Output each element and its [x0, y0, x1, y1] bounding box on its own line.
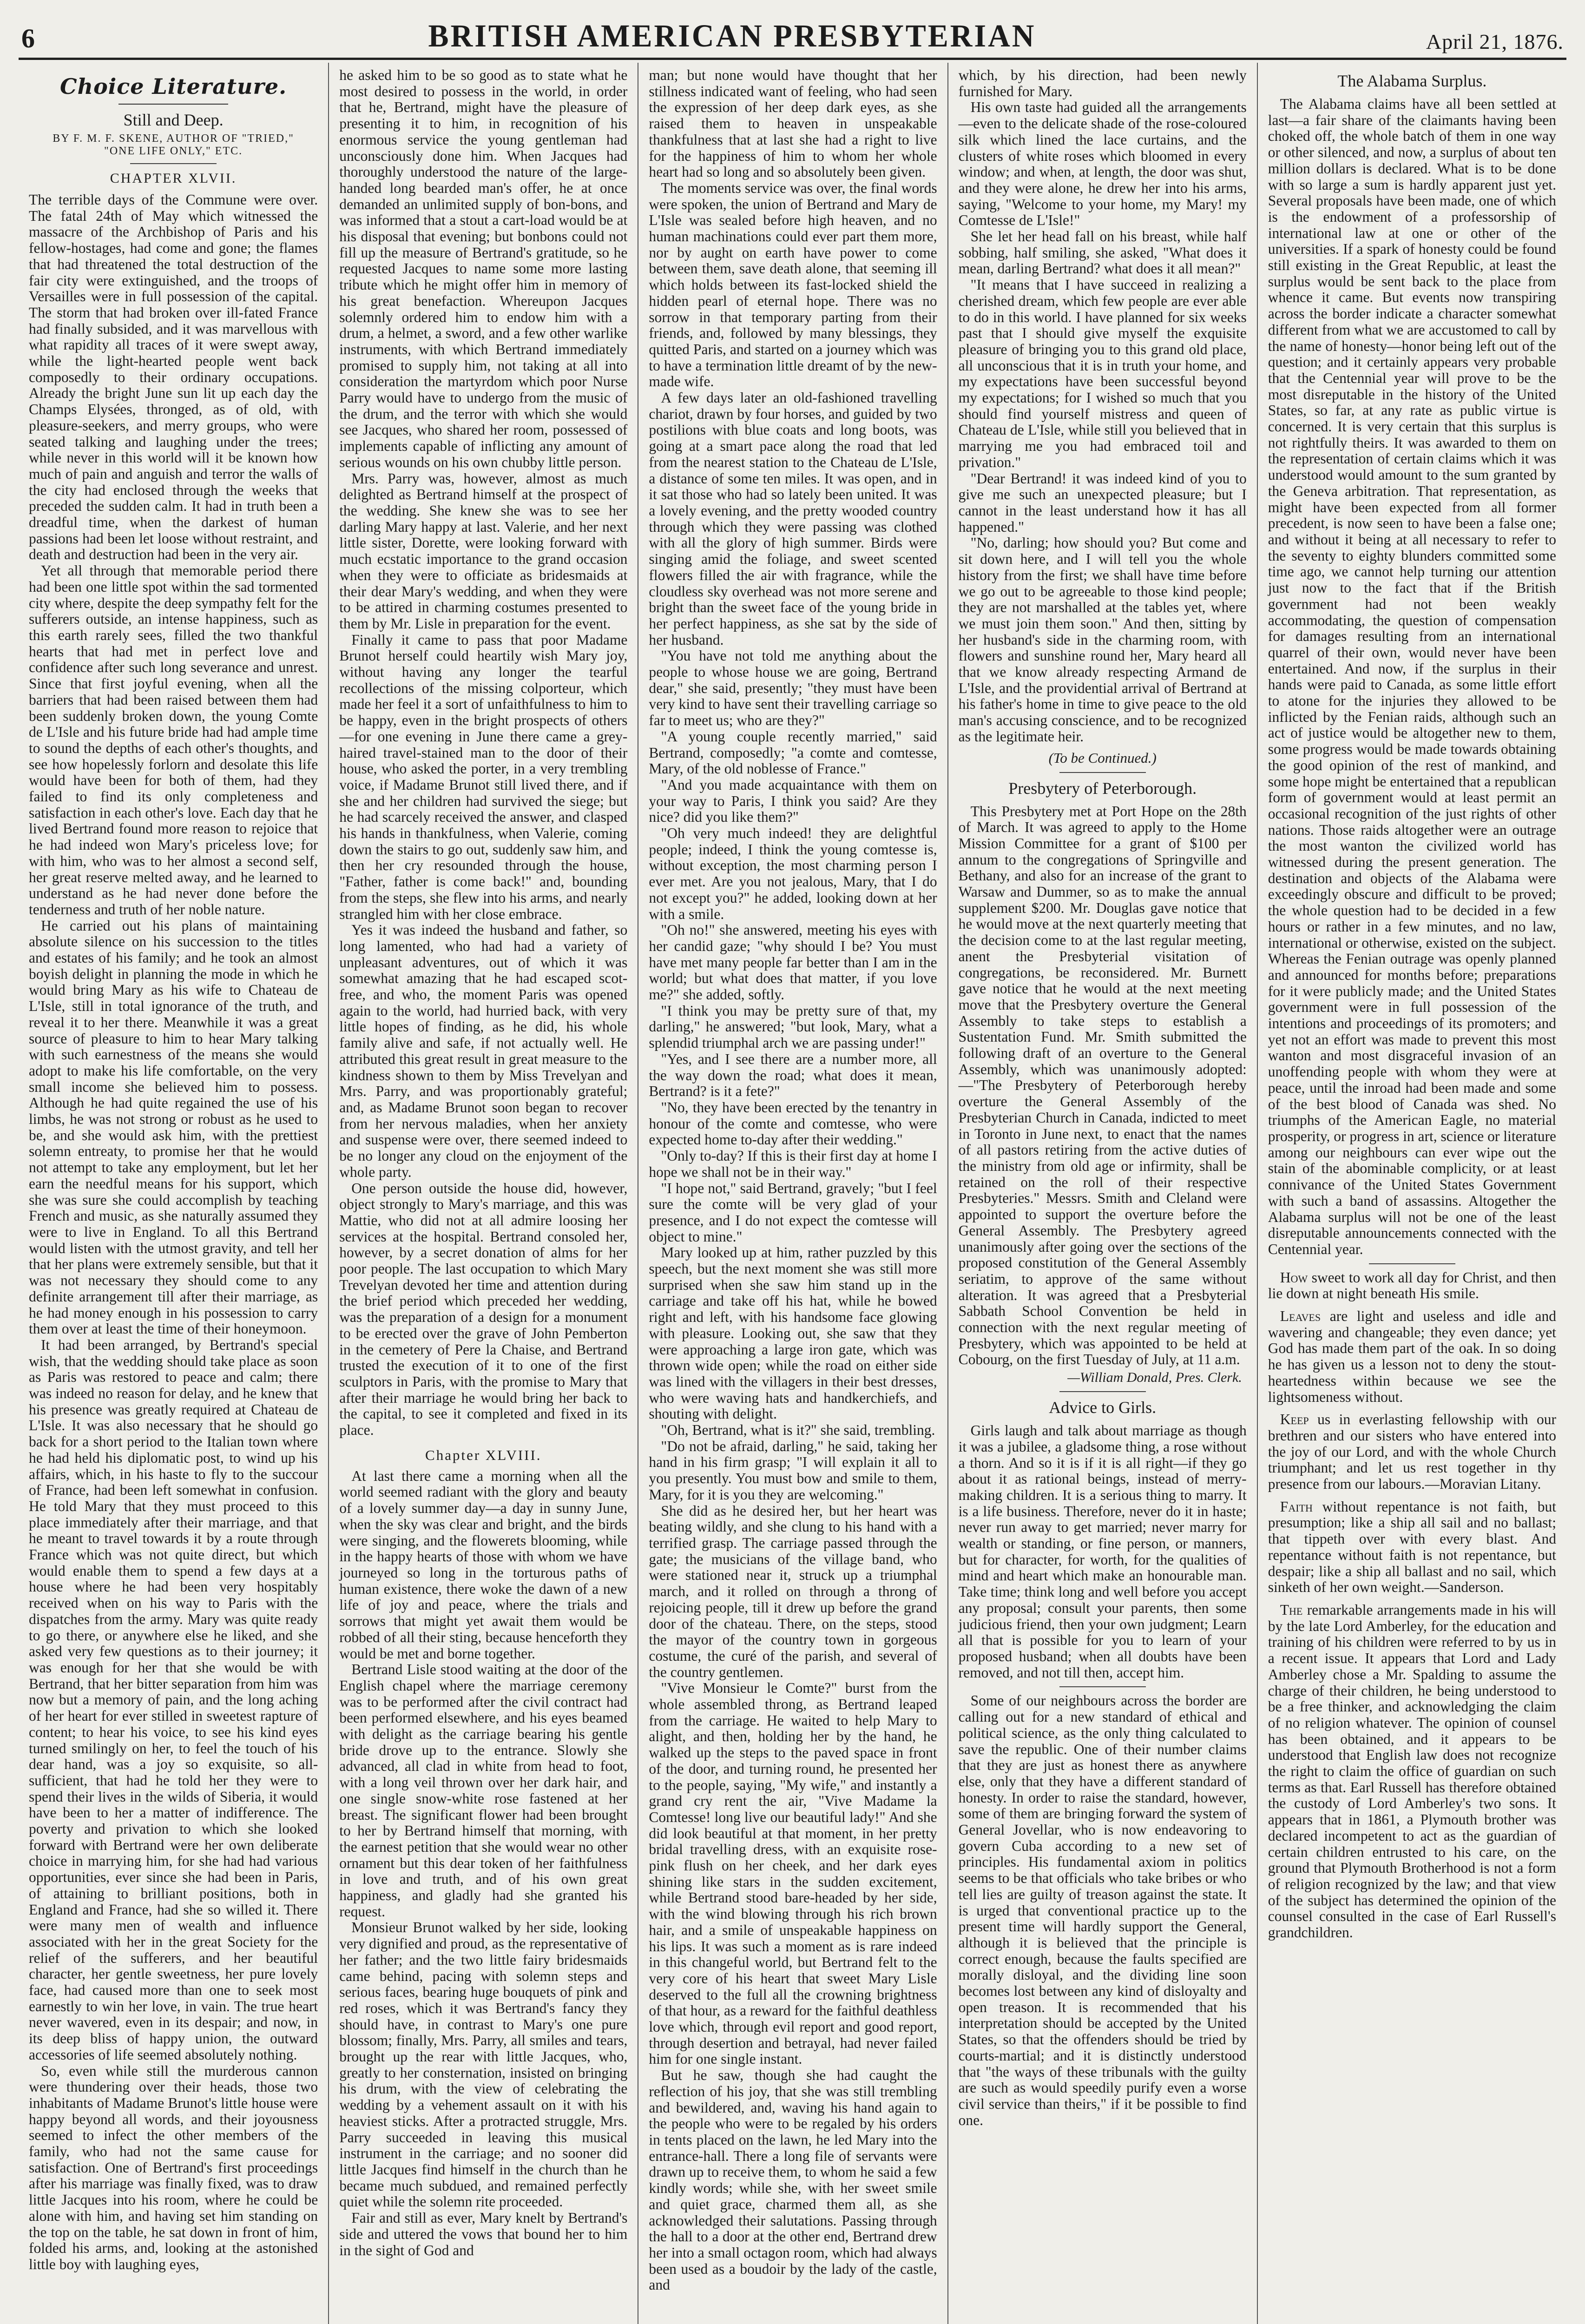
paragraph: "No, they have been erected by the tenantry in honour of the comte and comtesse, who were expected home to-day after their wedding."	[649, 1099, 937, 1148]
paragraph: "I think you may be pretty sure of that, my darling," he answered; "but look, Mary, what a splendid triumphal arch we are passing under!"	[649, 1002, 937, 1051]
paragraph: man; but none would have thought that her stillness indicated want of feeling, who had seen the expression of her deep dark eyes, as she raised them to heaven in unspeakable thankfulness that at last she had a right to live for the happiness of him to whom her whole heart had so long and so absolutely been given.	[649, 67, 937, 180]
clerk-signature: —William Donald, Pres. Clerk.	[1067, 1370, 1242, 1386]
paragraph: "Oh no!" she answered, meeting his eyes with her candid gaze; "why should I be? You must have met many people far better than I am in the world; but what does that matter, if you love me?" she added, softly.	[649, 922, 937, 1003]
paragraph: Monsieur Brunot walked by her side, looking very dignified and proud, as the representative of her father; and the two little fairy bridesmaids came behind, pacing with solemn steps and serious faces, bearing huge bouquets of pink and red roses, which it was Bertrand's fancy they should have, in contrast to Mary's one pure blossom; finally, Mrs. Parry, all smiles and tears, brought up the rear with little Jacques, who, greatly to her consternation, insisted on bringing his drum, with the view of celebrating the wedding by a vehement assault on it with his heaviest sticks. After a protracted struggle, Mrs. Parry succeeded in leaving this musical instrument in the carriage; and no sooner did little Jacques find himself in the church than he became much subdued, and remained perfectly quiet while the solemn rite proceeded.	[339, 1919, 628, 2210]
paragraph: She let her head fall on his breast, while half sobbing, half smiling, she asked, "What does it mean, darling Bertrand? what does it all mean?"	[958, 228, 1247, 277]
to-be-continued: (To be Continued.)	[1048, 749, 1157, 766]
paragraph: "No, darling; how should you? But come and sit down here, and I will tell you the whole history from the first; we shall have time before we go out to be agreeable to those kind people; they are not marshalled at the tables yet, where we must join them soon." And then, sitting by her husband's side in the charming room, with flowers and sunshine round her, Mary heard all that we know already respecting Armand de L'Isle, and the providential arrival of Bertrand at his father's home in time to give peace to the old man's accusing conscience, and to be recognized as the legitimate heir.	[958, 535, 1247, 745]
column-1	[19, 63, 328, 2324]
paragraph: "Do not be afraid, darling," he said, taking her hand in his firm grasp; "I will explain it all to you presently. You must bow and smile to them, Mary, for it is you they are welcoming."	[649, 1438, 937, 1503]
serial-title: Still and Deep.	[123, 111, 224, 129]
paragraph: "Dear Bertrand! it was indeed kind of you to give me such an unexpected pleasure; but I cannot in the least understand how it has all happened."	[958, 470, 1247, 535]
serial-body-1	[29, 192, 318, 2273]
paragraph: which, by his direction, had been newly furnished for Mary.	[958, 67, 1247, 99]
filler-paragraph	[1268, 1412, 1556, 1492]
paragraph: "Oh, Bertrand, what is it?" she said, trembling.	[661, 1422, 935, 1439]
serial-body-3	[649, 67, 937, 2293]
paragraph: It had been arranged, by Bertrand's special wish, that the wedding should take place as soon as Paris was restored to peace and calm; there was indeed no reason for delay, and he knew that his presence was greatly required at Chateau de L'Isle. It was also necessary that he should go back for a short period to the Italian town where he had held his diplomatic post, to wind up his affairs, which, in his haste to fly to the succour of France, had been left somewhat in confusion. He told Mary that they must proceed to this place immediately after their marriage, and that he meant to travel towards it by a route through France which was not quite direct, but which would enable them to spend a few days at a house where he had been very hospitably received when on his way to Paris with the dispatches from the army. Mary was quite ready to go there, or anywhere else he liked, and she asked very few questions as to their journey; it was enough for her that she would be with Bertrand, that her bitter separation from him was now but a memory of pain, and the long aching of her heart for ever stilled in sweetest rapture of content; to hear his voice, to see his kind eyes turned smilingly on her, to feel the touch of his dear hand, was a joy so exquisite, so all-sufficient, that had he told her they were to spend their lives in the wilds of Siberia, it would have been to her a matter of indifference. The poverty and privation to which she looked forward with Bertrand were her own deliberate choice in marrying him, for she had had various opportunities, ever since she had been in Paris, of attaining to brilliant positions, both in England and France, had she so willed it. There were many men of wealth and influence associated with her in the great Society for the relief of the sufferers, and her beautiful character, her gentle sweetness, her pure lovely face, had caused more than one to seek most earnestly to win her love, in vain. The true heart never wavered, even in its despair; and now, in its deep bliss of happy union, the outward accessories of life seemed absolutely nothing.	[29, 1336, 318, 2063]
paragraph: Mary looked up at him, rather puzzled by this speech, but the next moment she was still more surprised when she saw him stand up in the carriage and take off his hat, while he bowed right and left, with his handsome face glowing with pleasure. Looking out, she saw that they were approaching a large iron gate, which was thrown wide open; while the road on either side was lined with the villagers in their best dresses, who were waving hats and handkerchiefs, and shouting with delight.	[649, 1244, 937, 1422]
filler-paragraph	[1268, 1270, 1556, 1302]
paragraph: "I hope not," said Bertrand, gravely; "but I feel sure the comte will be very glad of your presence, and I do not expect the comtesse will object to mine."	[649, 1180, 937, 1245]
paragraph: So, even while still the murderous cannon were thundering over their heads, those two inhabitants of Madame Brunot's little house were happy beyond all words, and their joyousness seemed to infect the other members of the family, who had not the same cause for satisfaction. One of Bertrand's first proceedings after his marriage was finally fixed, was to draw little Jacques into his room, where he could be alone with him, and having set him standing on the top on the table, he sat down in front of him, folded his arms, and, looking at the astonished little boy with laughing eyes,	[29, 2062, 318, 2272]
filler-text: sweet to work all day for Christ, and then lie down at night beneath His smile.	[1268, 1269, 1557, 1302]
filler-paragraph	[1268, 1602, 1556, 1941]
paragraph: "Vive Monsieur le Comte?" burst from the whole assembled throng, as Bertrand leaped from the carriage. He waited to help Mary to alight, and then, holding her by the hand, he walked up the steps to the paved space in front of the door, and turning round, he presented her to the people, saying, "My wife," and instantly a grand cry rent the air, "Vive Madame la Comtesse! long live our beautiful lady!" And she did look beautiful at that moment, in her pretty bridal travelling dress, with an exquisite rose-pink flush on her cheek, and her dark eyes shining like stars in the sudden excitement, while Bertrand stood bare-headed by her side, with the wind blowing through his rich brown hair, and a smile of unspeakable happiness on his lips. It was such a moment as is rare indeed in this changeful world, but Bertrand felt to the very core of his heart that sweet Mary Lisle deserved to the full all the crowning brightness of that hour, as a reward for the faithful deathless love which, through evil report and good report, through desertion and betrayal, had never failed him for one single instant.	[649, 1680, 937, 2067]
paragraph: Mrs. Parry was, however, almost as much delighted as Bertrand himself at the prospect of the wedding. She knew she was to see her darling Mary happy at last. Valerie, and her next little sister, Dorette, were looking forward with much ecstatic importance to the grand occasion when they were to officiate as bridesmaids at their dear Mary's wedding, and when they were to be attired in charming costumes presented to them by Mr. Lisle in preparation for the event.	[339, 470, 628, 632]
paragraph: "Only to-day? If this is their first day at home I hope we shall not be in their way."	[649, 1148, 937, 1180]
divider	[130, 163, 217, 164]
paper-title: BRITISH AMERICAN PRESBYTERIAN	[428, 18, 1036, 54]
peterborough-heading: Presbytery of Peterborough.	[1008, 779, 1197, 798]
paragraph: The terrible days of the Commune were over. The fatal 24th of May which witnessed the massacre of the Archbishop of Paris and his fellow-hostages, had come and gone; the flames that had threatened the total destruction of the fair city were extinguished, and the troops of Versailles were in full possession of the capital. The storm that had broken over ill-fated France had finally subsided, and it was marvellous with what rapidity all traces of it were swept away, while the light-hearted people went back composedly to their ordinary occupations. Already the bright June sun lit up each day the Champs Elysées, thronged, as of old, with pleasure-seekers, and merry groups, who were seated talking and laughing under the trees; while never in this world will it be known how much of pain and anguish and terror the walls of the city had enclosed through the weeks that preceded the sudden calm. It had in truth been a dreadful time, when the darkest of human passions had been let loose without restraint, and death and destruction had been in the very air.	[29, 191, 318, 563]
advice-body	[959, 1423, 1247, 1681]
paragraph: he asked him to be so good as to state what he most desired to possess in the world, in order that he, Bertrand, might have the pleasure of presenting it to him, in recognition of his enormous service the young gentleman had unconsciously done him. When Jacques had thoroughly understood the nature of the large-handed long bearded man's offer, he at once demanded an unlimited supply of bon-bons, and was informed that a stout a cart-load would be at his disposal that evening; but bonbons could not fill up the measure of Bertrand's gratitude, so he requested Jacques to name some more lasting tribute which he might offer him in memory of his great benefaction. Whereupon Jacques solemnly ordered him to endow him with a drum, a helmet, a sword, and a few other warlike instruments, with which Bertrand immediately promised to supply him, not taking at all into consideration the martyrdom which poor Nurse Parry would have to undergo from the music of the drum, and the terror with which she would see Jacques, who shared her room, possessed of implements capable of inflicting any amount of serious wounds on his own chubby little person.	[339, 67, 628, 470]
paragraph: Fair and still as ever, Mary knelt by Bertrand's side and uttered the vows that bound her to him in the sight of God and	[339, 2210, 628, 2258]
advice-heading: Advice to Girls.	[1049, 1398, 1157, 1417]
paragraph: The Alabama claims have all been settled at last—a fair share of the claimants having been choked off, the whole batch of them in one way or other silenced, and now, a surplus of about ten million dollars is declared. What is to be done with so large a sum is hardly apparent just yet. Several proposals have been made, one of which is the endowment of a professorship of international law at one or other of the universities. If a spark of honesty could be found still existing in the Great Republic, at least the surplus would be sent back to the place from whence it came. But events now transpiring across the border indicate a character somewhat different from what we are accustomed to call by the name of honesty—honor being left out of the question; and it certainly appears very probable that the Centennial year will prove to be the most disreputable in the history of the United States, so far, at any rate as public virtue is concerned. It is very certain that this surplus is not rightfully theirs. It was awarded to them on the representation of certain claims which it was understood would amount to the sum granted by the Geneva arbitration. That representation, as might have been expected from all former precedent, is now seen to have been a false one; and without it being at all necessary to refer to the seventy to eighty blunders committed some time ago, we cannot help turning our attention just now to the fact that if the British government had not been weakly accommodating, the question of compensation for damages resulting from an international quarrel of their own, would never have been entertained. And now, if the surplus in their hands were paid to Canada, as some little effort to atone for the injuries they allowed to be inflicted by the Fenian raids, although such an act of justice would be altogether new to them, some progress would be made towards obtaining the good opinion of the rest of mankind, and some hope might be entertained that a republican form of government would at least permit an occasional recognition of the just rights of other nations. Those raids altogether were an outrage the most wanton the civilized world has witnessed during the present generation. The destination and objects of the Alabama were exceedingly obscure and difficult to be proved; the whole question had to be decided in a few hours or rather in a few minutes, and no law, international or otherwise, existed on the subject. Whereas the Fenian outrage was openly planned and announced for months before; preparations for it were publicly made; and the United States government were in full possession of the intentions and proceedings of its promoters; and yet not an effort was made to prevent this most wanton and most disgraceful invasion of an unoffending people with whom they were at peace, until the inroad had been made and some of the best blood of Canada was shed. No triumphs of the American Eagle, no material prosperity, or progress in art, science or literature among our neighbours can ever wipe out the stain of the abominable complicity, or at least connivance of the United States Government with such a band of assassins. Altogether the Alabama surplus will not be one of the least disreputable announcements connected with the Centennial year.	[1268, 96, 1556, 1257]
lead-word: Keep	[1280, 1411, 1309, 1428]
paragraph: Girls laugh and talk about marriage as though it was a jubilee, a gladsome thing, a rose without a thorn. And so it is if it is all right—if they go about it as rational beings, instead of merry-making children. It is a serious thing to marry. It is a life business. Therefore, never do it in haste; never run away to get married; never marry for wealth or standing, or fine person, or manners, but for character, for worth, for the qualities of mind and heart which make an honourable man. Take time; think long and well before you accept any proposal; consult your parents, then some judicious friend, then your own judgment; Learn all that is possible for you to learn of your proposed husband; when all doubts have been removed, and not till then, accept him.	[958, 1422, 1247, 1681]
paragraph: "A young couple recently married," said Bertrand, composedly; "a comte and comtesse, Mary, of the old noblesse of France."	[649, 728, 937, 777]
serial-body-4	[959, 67, 1247, 745]
paragraph: His own taste had guided all the arrangements—even to the delicate shade of the rose-coloured silk which lined the lace curtains, and the clusters of white roses which bloomed in every window; and when, at length, the door was shut, and they were alone, he drew her into his arms, saying, "Welcome to your home, my Mary! my Comtesse de L'Isle!"	[958, 99, 1247, 229]
paragraph: "Oh very much indeed! they are delightful people; indeed, I think the young comtesse is, without exception, the most charming person I ever met. Are you not jealous, Mary, that I do not except you?" he added, looking down at her with a smile.	[649, 825, 937, 922]
lead-word: The	[1280, 1601, 1303, 1618]
divider	[1059, 772, 1146, 773]
paragraph: Some of our neighbours across the border are calling out for a new standard of ethical and political science, as the only thing calculated to save the republic. One of their number claims that they are just as honest there as anywhere else, only that they have a different standard of honesty. In order to raise the standard, however, some of them are bringing forward the system of General Jovellar, who is now endeavoring to govern Cuba according to a new set of principles. His fundamental axiom in politics seems to be that officials who take bribes or who tell lies are guilty of treason against the state. It is urged that conventional practice up to the present time will hardly support the General, although it is believed that the principle is correct enough, because the faults specified are morally disloyal, and the dividing line soon becomes lost between any kind of disloyalty and open treason. It is recommended that his interpretation should be accepted by the United States, so that the offenders should be tried by courts-martial; and it is distinctly understood that "the ways of these tribunals with the guilty are such as would speedily purify even a worse civil service than theirs," if it be possible to find one.	[958, 1692, 1247, 2128]
filler-text: without repentance is not faith, but presumption; like a ship all sail and no ballast; that tippeth over with every blast. And repentance without faith is not repentance, but despair; like a ship all ballast and no sail, which sinketh of her own weight.—Sanderson.	[1268, 1498, 1557, 1596]
column-2	[328, 63, 638, 2324]
paragraph: "Yes, and I see there are a number more, all the way down the road; what does it mean, Bertrand? is it a fete?"	[649, 1050, 937, 1100]
paragraph: At last there came a morning when all the world seemed radiant with the glory and beauty of a lovely summer day—a day in sunny June, when the sky was clear and bright, and the birds were singing, and the flowerets blooming, while in the happy hearts of those with whom we have journeyed so long in the torturous paths of human existence, there woke the dawn of a new life of joy and peace, where the trials and sorrows that might yet await them would be robbed of all their sting, because henceforth they would be met and borne together.	[339, 1467, 628, 1662]
divider	[1059, 1391, 1146, 1392]
divider	[1059, 1686, 1146, 1687]
paragraph: Bertrand Lisle stood waiting at the door of the English chapel where the marriage ceremony was to be performed after the civil contract had been performed elsewhere, and his eyes beamed with delight as the carriage bearing his gentle bride drove up to the entrance. Slowly she advanced, all clad in white from head to foot, with a long veil thrown over her dark hair, and one single snow-white rose fastened at her breast. The significant flower had been brought to her by Bertrand himself that morning, with the earnest petition that she would wear no other ornament but this dear token of her faithfulness in love and truth, and of his own great happiness, and gladly had she granted his request.	[339, 1661, 628, 1920]
paragraph: "And you made acquaintance with them on your way to Paris, I think you said? Are they nice? did you like them?"	[649, 776, 937, 825]
peterborough-body	[959, 804, 1247, 1368]
paragraph: "It means that I have succeed in realizing a cherished dream, which few people are ever able to do in this world. I have planned for six weeks past that I should give myself the exquisite pleasure of bringing you to this grand old place, all unconscious that it is in truth your home, and my expectations have been successful beyond my expectations; for I wished so much that you should find yourself mistress and queen of Chateau de L'Isle, while still you believed that in marrying me you had embraced toil and privation."	[958, 277, 1247, 470]
column-5	[1257, 63, 1566, 2324]
serial-body-2b	[339, 1468, 627, 2258]
lead-word: Faith	[1280, 1498, 1313, 1515]
paragraph: "You have not told me anything about the people to whose house we are going, Bertrand dear," she said, presently; "they must have been very kind to have sent their travelling carriage so far to meet us; who are they?"	[649, 647, 937, 729]
paragraph: Finally it came to pass that poor Madame Brunot herself could heartily wish Mary joy, without having any longer the tearful recollections of the missing colporteur, which made her feel it a sort of unfaithfulness to him to be happy, even in the bright prospects of others—for one evening in June there came a grey-haired travel-stained man to the door of their house, who asked the porter, in a very trembling voice, if Madame Brunot still lived there, and if she and her children had survived the siege; but he had scarcely received the answer, and clasped his hands in thankfulness, when Valerie, coming down the stairs to go out, suddenly saw him, and then her cry resounded through the house, "Father, father is come back!" and, bounding from the steps, she flew into his arms, and nearly strangled him with her close embrace.	[339, 631, 628, 922]
paragraph: Yes it was indeed the husband and father, so long lamented, who had had a variety of unpleasant adventures, out of which it was somewhat amazing that he had escaped scot-free, and who, the moment Paris was opened again to the world, had hurried back, with very little hopes of finding, as he did, his whole family alive and safe, if not actually well. He attributed this great result in great measure to the kindness shown to them by Miss Trevelyan and Mrs. Parry, and was proportionably grateful; and, as Madame Brunot soon began to recover from her nervous maladies, when her anxiety and suspense were over, there seemed indeed to be no longer any cloud on the enjoyment of the whole party.	[339, 922, 628, 1180]
paragraph: One person outside the house did, however, object strongly to Mary's marriage, and this was Mattie, who did not at all admire loosing her services at the hospital. Bertrand consoled her, however, by a secret donation of alms for her poor people. The last occupation to which Mary Trevelyan devoted her time and attention during the brief period which preceded her wedding, was the preparation of a design for a monument to be erected over the grave of John Pemberton in the cemetery of Pere la Chaise, and Bertrand trusted the execution of it to one of the first sculptors in Paris, with the promise to Mary that after their marriage he would bring her back to the capital, to see it completed and fixed in its place.	[339, 1180, 628, 1439]
paragraph: He carried out his plans of maintaining absolute silence on his succession to the titles and estates of his family; and he took an almost boyish delight in planning the mode in which he would bring Mary as his wife to Chateau de L'Isle, still in total ignorance of the truth, and reveal it to her there. Meanwhile it was a great source of pleasure to him to hear Mary talking with such earnestness of the means she would adopt to make his life comfortable, on the very small income she believed him to possess. Although he had quite regained the use of his limbs, he was not strong or robust as he used to be, and she would ask him, with the prettiest solemn entreaty, to promise her that he would not attempt to take any employment, but let her earn the needful means for his support, which she was sure she could accomplish by teaching French and music, as she naturally assumed they were to live in England. To all this Bertrand would listen with the utmost gravity, and tell her that her plans were extremely sensible, but that it was not necessary they should come to any definite arrangement till after their marriage, as he had money enough in his possession to carry them over at least the time of their honeymoon.	[29, 917, 318, 1337]
column-4	[947, 63, 1257, 2324]
paragraph: The moments service was over, the final words were spoken, the union of Bertrand and Mary de L'Isle was sealed before high heaven, and no human machinations could ever part them more, nor by aught on earth have power to come between them, save death alone, that seeming ill which holds between its fast-locked shield the hidden pearl of eternal hope. There was no sorrow in that temporary parting from their friends, and, followed by many blessings, they quitted Paris, and started on a journey which was to have a termination little dreamt of by the new-made wife.	[649, 179, 937, 390]
paragraph: A few days later an old-fashioned travelling chariot, drawn by four horses, and guided by two postilions with blue coats and long boots, was going at a smart pace along the road that led from the nearest station to the Chateau de L'Isle, a distance of some ten miles. It was open, and in it sat those who had so lately been united. It was a lovely evening, and the pretty wooded country through which they were passing was clothed with all the glory of high summer. Birds were singing amid the foliage, and sweet scented flowers filled the air with fragrance, while the cloudless sky overhead was not more serene and bright than the sweet face of the young bride in her perfect happiness, as she sat by the side of her husband.	[649, 390, 937, 648]
issue-date: April 21, 1876.	[1426, 30, 1564, 53]
serial-byline-2: "ONE LIFE ONLY," ETC.	[104, 145, 243, 157]
paragraph: She did as he desired her, but her heart was beating wildly, and she clung to his hand with a terrified grasp. The carriage passed through the gate; the musicians of the village band, who were stationed near it, struck up a triumphal march, and it rolled on through a throng of rejoicing people, till it drew up before the grand door of the chateau. There, on the steps, stood the mayor of the country town in gorgeous costume, the curé of the parish, and several of the country gentlemen.	[649, 1502, 937, 1680]
page-number: 6	[21, 23, 35, 53]
chapter-heading: CHAPTER XLVII.	[110, 171, 237, 186]
paragraph: But he saw, though she had caught the reflection of his joy, that she was still trembling and bewildered, and, waving his hand again to the people who were to be regaled by his orders in tents placed on the lawn, he led Mary into the entrance-hall. There a long file of servants were drawn up to receive them, to whom he said a few kindly words; while she, with her sweet smile and quiet grace, charmed them all, as she acknowledged their salutations. Passing through the hall to a door at the other end, Bertrand drew her into a small octagon room, which had always been used as a boudoir by the lady of the castle, and	[649, 2067, 937, 2293]
filler-text: remarkable arrangements made in his will by the late Lord Amberley, for the education and training of his children were referred to by us in a recent issue. It appears that Lord and Lady Amberley chose a Mr. Spalding to assume the charge of their children, he being understood to be a free thinker, and acknowledging the claim of no religion whatever. The opinion of counsel has been obtained, and it appears to be understood that English law does not recognize the right to claim the office of guardian on such terms as that. Earl Russell has therefore obtained the custody of Lord Amberley's two sons. It appears that in 1861, a Plymouth brother was declared incompetent to act as the guardian of certain children entrusted to his care, on the ground that Plymouth Brotherhood is not a form of religion recognized by the law; and that view of the subject has determined the opinion of the counsel consulted in the case of Earl Russell's grandchildren.	[1268, 1601, 1557, 1941]
filler-paragraph	[1268, 1308, 1556, 1405]
filler-text: us in everlasting fellowship with our brethren and our sisters who have entered into the joy of our Lord, and with the whole Church triumphant; and let us rest together in thy presence from our labours.—Moravian Litany.	[1268, 1411, 1557, 1492]
lead-word: Leaves	[1280, 1308, 1321, 1325]
divider	[118, 104, 228, 105]
paragraph: This Presbytery met at Port Hope on the 28th of March. It was agreed to apply to the Home Mission Committee for a grant of $100 per annum to the congregations of Springville and Bethany, and also for an increase of the grant to Warsaw and Dummer, so as to make the annual supplement $200. Mr. Douglas gave notice that he would move at the next quarterly meeting that the decision come to at the last regular meeting, anent the Presbyterial visitation of congregations, be reconsidered. Mr. Burnett gave notice that he would at the next meeting move that the Presbytery overture the General Assembly to take steps to establish a Sustentation Fund. Mr. Smith submitted the following draft of an overture to the General Assembly, which was unanimously adopted:—"The Presbytery of Peterborough hereby overture the General Assembly of the Presbyterian Church in Canada, indicted to meet in Toronto in June next, to enact that the names of all pastors retiring from the active duties of the ministry from old age or infirmity, shall be retained on the roll of their respective Presbyteries." Messrs. Smith and Cleland were appointed to support the overture before the General Assembly. The Presbytery agreed unanimously after going over the sections of the proposed constitution of the General Assembly seriatim, to approve of the same without alteration. It was agreed that a Presbyterial Sabbath School Convention be held in connection with the next regular meeting of Presbytery, which was appointed to be held at Cobourg, on the first Tuesday of July, at 11 a.m.	[958, 803, 1247, 1368]
filler-paragraph	[1268, 1499, 1556, 1596]
columns	[19, 63, 1566, 2324]
filler-paragraphs	[1268, 1270, 1556, 1941]
masthead	[19, 11, 1566, 60]
column-3	[638, 63, 947, 2324]
lead-word: How	[1280, 1269, 1308, 1286]
filler-text: are light and useless and idle and wavering and changeable; they even dance; yet God has made them part of the oak. In so doing he has given us a lesson not to deny the stout-heartedness within because we see the lightsomeness without.	[1268, 1308, 1556, 1405]
divider	[1369, 1263, 1455, 1264]
paragraph: Yet all through that memorable period there had been one little spot within the sad tormented city where, despite the deep sympathy felt for the sufferers outside, an intense happiness, such as this earth rarely sees, filled the two thankful hearts that had met in perfect love and confidence after such long severance and unrest. Since that first joyful evening, when all the barriers that had been raised between them had been suddenly broken down, the young Comte de L'Isle and his future bride had had ample time to sound the depths of each other's thoughts, and see how hopelessly forlorn and desolate this life would have been for both of them, had they failed to find its only completeness and satisfaction in each other's love. Each day that he lived Bertrand found more reason to rejoice that he had indeed won Mary's priceless love; for with him, who was to her almost a second self, her great reserve melted away, and he learned to understand as he had never done before the tenderness and truth of her noble nature.	[29, 562, 318, 918]
alabama-heading: The Alabama Surplus.	[1337, 72, 1487, 90]
section-banner: Choice Literature.	[60, 74, 287, 99]
neighbours-body	[959, 1693, 1247, 2128]
alabama-body	[1268, 96, 1556, 1258]
serial-byline: BY F. M. F. SKENE, AUTHOR OF "TRIED,"	[53, 132, 294, 145]
serial-body-2a	[339, 67, 627, 1439]
chapter-heading: Chapter XLVIII.	[425, 1446, 542, 1463]
